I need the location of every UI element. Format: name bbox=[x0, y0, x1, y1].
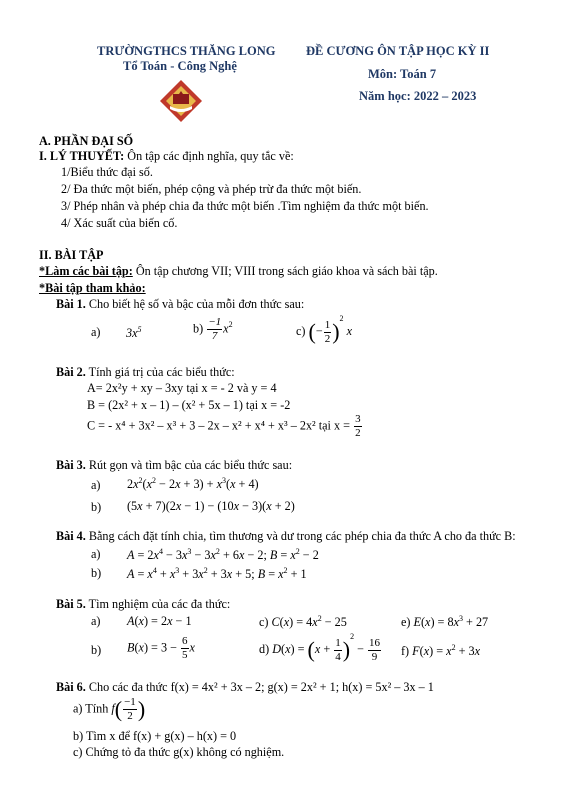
b2-expr-b: B = (2x² + x – 1) – (x² + 5x – 1) tại x = -2 bbox=[87, 398, 291, 412]
b4-a-expr: $A = 2x^4 - 3x^3 - 3x^2 + 6x - 2$; $B = x^2 - 2$ bbox=[127, 547, 319, 563]
b5-f-label: f) bbox=[401, 644, 410, 659]
b6-a: a) Tính f( $\frac{-1}{2}$ ) bbox=[73, 696, 146, 722]
b5-b-label: b) bbox=[91, 643, 102, 657]
b6-text: Cho các đa thức f(x) = 4x² + 3x – 2; g(x) = 2x² + 1; h(x) = 5x² – 3x – 1 bbox=[85, 680, 434, 694]
b2-label: Bài 2. bbox=[56, 365, 86, 379]
b5-c: c) $C(x) = 4x^2 - 25$ bbox=[259, 614, 347, 630]
b1-b-frac: $\frac{-1}{7}$ bbox=[208, 316, 222, 342]
b3-label: Bài 3. bbox=[56, 458, 86, 472]
b5-c-label: c) bbox=[259, 615, 269, 630]
b1-label: Bài 1. bbox=[56, 297, 86, 311]
school-name: TRƯỜNGTHCS THĂNG LONG bbox=[97, 44, 276, 58]
b4-prompt bbox=[56, 529, 516, 544]
theory-line bbox=[39, 149, 294, 164]
b1-b: b) $\frac{-1}{7}$ $x^2$ bbox=[193, 316, 233, 342]
b4-text: Bằng cách đặt tính chia, tìm thương và dư trong các phép chia đa thức A cho đa thức B: bbox=[85, 529, 516, 543]
theory-label: I. LÝ THUYẾT: bbox=[39, 149, 125, 163]
b1-text: Cho biết hệ số và bậc của mỗi đơn thức sau: bbox=[85, 297, 305, 311]
b1-a-expr: $3x^5$ bbox=[126, 325, 142, 341]
b1-b-label: b) bbox=[193, 321, 204, 336]
b5-e-label: e) bbox=[401, 615, 411, 630]
b6-label: Bài 6. bbox=[56, 680, 86, 694]
b2-prompt bbox=[56, 365, 235, 380]
b2-expr-c: C = - x⁴ + 3x² – x³ + 3 – 2x – x² + x⁴ + x³ – 2x² tại x = $\frac{3}{2}$ bbox=[87, 413, 361, 439]
b5-d: d) D(x) = (x + $\frac{1}{4}$ )$^2$ − $\frac{16}{9}$ bbox=[259, 632, 381, 663]
b3-a-expr: $2x^2(x^2 - 2x + 3) + x^3(x + 4)$ bbox=[127, 476, 259, 492]
b3-prompt bbox=[56, 458, 292, 473]
b3-a-label: a) bbox=[91, 478, 101, 492]
theory-item-4: 4/ Xác suất của biến cố. bbox=[61, 216, 178, 230]
b5-a-label: a) bbox=[91, 614, 101, 628]
reference-label: *Bài tập tham khảo: bbox=[39, 281, 146, 295]
b2-expr-a: A= 2x²y + xy – 3xy tại x = - 2 và y = 4 bbox=[87, 381, 277, 395]
b3-text: Rút gọn và tìm bậc của các biểu thức sau: bbox=[85, 458, 293, 472]
b1-c: c) (− $\frac{1}{2}$ )$^2$ x bbox=[296, 314, 353, 345]
b2-text: Tính giá trị của các biểu thức: bbox=[85, 365, 235, 379]
theory-item-1: 1/Biểu thức đại số. bbox=[61, 165, 153, 179]
b5-text: Tìm nghiệm của các đa thức: bbox=[85, 597, 231, 611]
section-ii-heading: II. BÀI TẬP bbox=[39, 248, 104, 262]
todo-label: *Làm các bài tập: bbox=[39, 264, 133, 278]
b3-b-label: b) bbox=[91, 500, 102, 514]
b1-c-label: c) bbox=[296, 324, 306, 338]
b5-f: f) $F(x) = x^2 + 3x$ bbox=[401, 643, 481, 659]
school-logo-icon bbox=[159, 79, 203, 123]
todo-line bbox=[39, 264, 438, 279]
theory-text: Ôn tập các định nghĩa, quy tắc về: bbox=[124, 149, 294, 163]
b5-label: Bài 5. bbox=[56, 597, 86, 611]
department-name: Tổ Toán - Công Nghệ bbox=[123, 59, 237, 73]
b5-prompt bbox=[56, 597, 230, 612]
b6-a-text: a) Tính bbox=[73, 701, 112, 716]
b6-c: c) Chứng tỏ đa thức g(x) không có nghiệm. bbox=[73, 745, 285, 759]
subject-label: Môn: Toán 7 bbox=[368, 67, 437, 81]
b1-prompt bbox=[56, 297, 304, 312]
school-year: Năm học: 2022 – 2023 bbox=[359, 89, 477, 103]
b4-b-label: b) bbox=[91, 566, 102, 580]
b5-a-expr: A(x) = 2x − 1 bbox=[127, 614, 192, 628]
b3-b-expr: (5x + 7)(2x − 1) − (10x − 3)(x + 2) bbox=[127, 499, 295, 513]
b4-label: Bài 4. bbox=[56, 529, 86, 543]
section-a-heading: A. PHẦN ĐẠI SỐ bbox=[39, 134, 134, 148]
b6-b: b) Tìm x để f(x) + g(x) – h(x) = 0 bbox=[73, 729, 237, 743]
todo-text: Ôn tập chương VII; VIII trong sách giáo khoa và sách bài tập. bbox=[132, 264, 438, 278]
b5-d-label: d) bbox=[259, 642, 270, 656]
theory-item-2: 2/ Đa thức một biến, phép cộng và phép trừ đa thức một biến. bbox=[61, 182, 362, 196]
b2-expr-c-text: C = - x⁴ + 3x² – x³ + 3 – 2x – x² + x⁴ + x³ – 2x² tại x = bbox=[87, 418, 354, 433]
b1-a-label: a) bbox=[91, 325, 101, 339]
b4-b-expr: $A = x^4 + x^3 + 3x^2 + 3x + 5$; $B = x^2 + 1$ bbox=[127, 566, 307, 582]
b5-e: e) $E(x) = 8x^3 + 27$ bbox=[401, 614, 489, 630]
b5-b-expr: B(x) = 3 − $\frac{6}{5}$ x bbox=[127, 635, 195, 661]
b6-prompt bbox=[56, 680, 434, 695]
b4-a-label: a) bbox=[91, 547, 101, 561]
document-title: ĐỀ CƯƠNG ÔN TẬP HỌC KỲ II bbox=[306, 44, 490, 58]
theory-item-3: 3/ Phép nhân và phép chia đa thức một biến .Tìm nghiệm đa thức một biến. bbox=[61, 199, 429, 213]
